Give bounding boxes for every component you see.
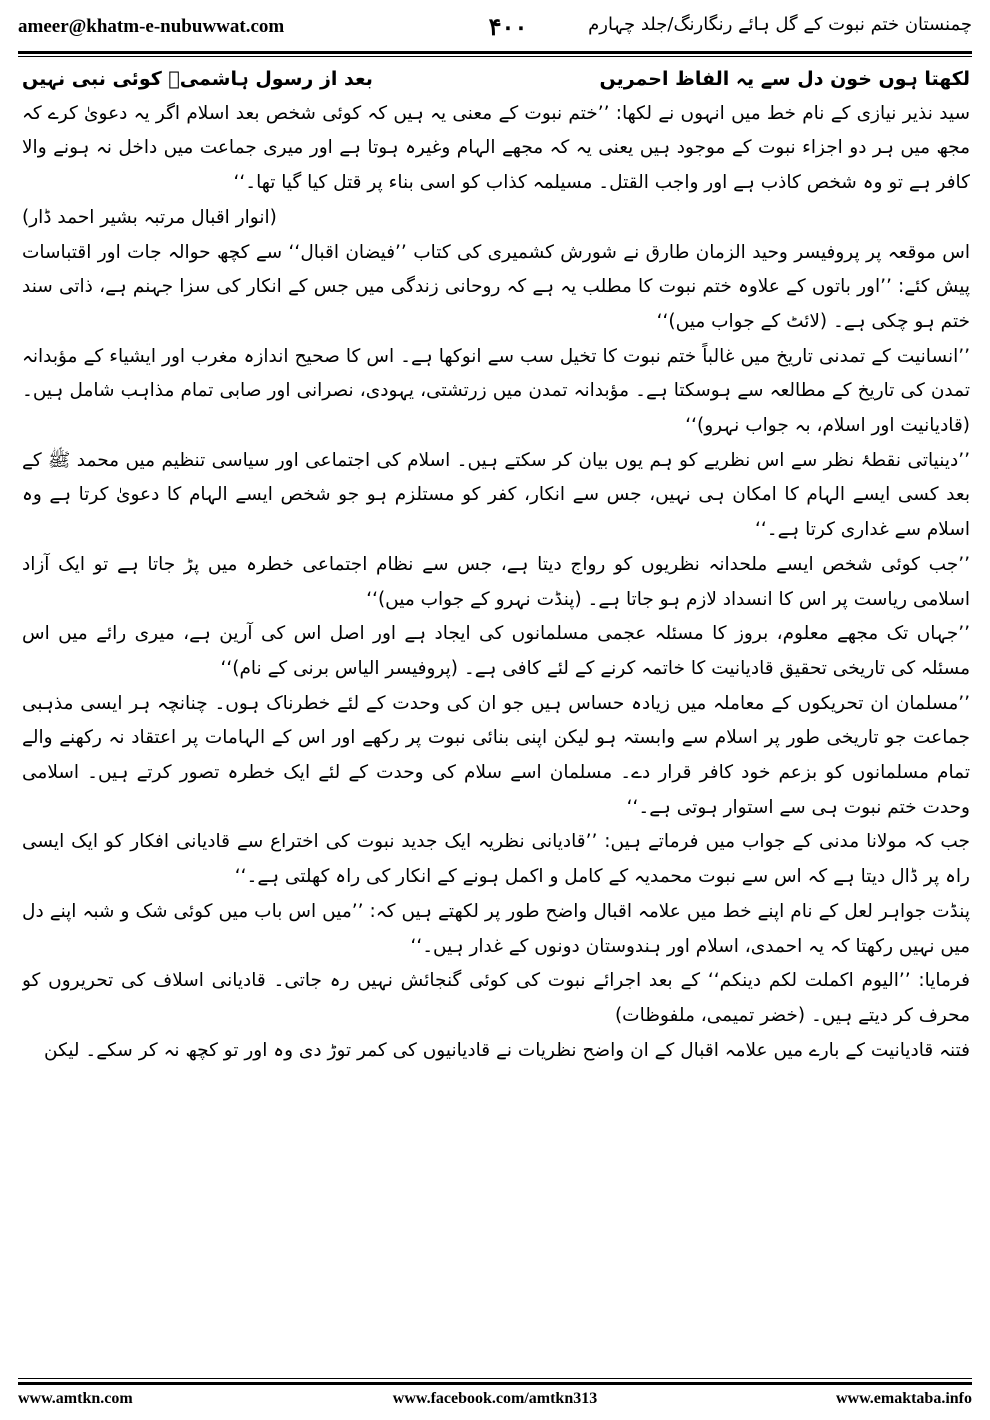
paragraph: جب کہ مولانا مدنی کے جواب میں فرماتے ہیں: ’’قادیانی نظریہ ایک جدید نبوت کی اختراع سے قادیانی افکار کو ایک ایسی راہ پر ڈال دیتا ہے کہ اس سے نبوت محمدیہ کے کامل و اکمل ہونے کے انکار کی راہ کھلتی ہے۔‘‘ <box>22 831 970 888</box>
paragraph: ’’مسلمان ان تحریکوں کے معاملہ میں زیادہ حساس ہیں جو ان کی وحدت کے لئے خطرناک ہوں۔ چنانچہ ہر ایسی مذہبی جماعت جو تاریخی طور پر اسلام سے وابستہ ہو لیکن اپنی بنائی نبوت پر رکھے اور اس کے الہامات پر اعتقاد نہ رکھنے والے تمام مسلمانوں کو بزعم خود کافر قرار دے۔ مسلمان اسے سلام کی وحدت کے لئے ایک خطرہ تصور کرتے ہیں۔ اسلامی وحدت ختم نبوت ہی سے استوار ہوتی ہے۔‘‘ <box>22 692 970 818</box>
paragraph: ’’دینیاتی نقطۂ نظر سے اس نظریے کو ہم یوں بیان کر سکتے ہیں۔ اسلام کی اجتماعی اور سیاسی تنظیم میں محمد ﷺ کے بعد کسی ایسے الہام کا امکان ہی نہیں، جس سے انکار، کفر کو مستلزم ہو جو شخص ایسے الہام کا دعویٰ کرتا ہے وہ اسلام سے غداری کرتا ہے۔‘‘ <box>22 449 970 541</box>
paragraph: سید نذیر نیازی کے نام خط میں انہوں نے لکھا: ’’ختم نبوت کے معنی یہ ہیں کہ کوئی شخص بعد اسلام اگر یہ دعویٰ کرے کہ مجھ میں ہر دو اجزاء نبوت کے موجود ہیں یعنی یہ کہ مجھے الہام وغیرہ ہوتا ہے اور میری جماعت میں داخل نہ ہونے والا کافر ہے تو وہ شخص کاذب ہے اور واجب القتل۔ مسیلمہ کذاب کو اسی بناء پر قتل کیا گیا تھا۔‘‘ <box>22 102 970 194</box>
page-number: ۴۰۰ <box>488 12 528 41</box>
book-title: چمنستان ختم نبوت کے گل ہائے رنگارنگ/جلد چہارم <box>588 14 972 35</box>
header-email[interactable]: ameer@khatm-e-nubuwwat.com <box>18 16 285 37</box>
page-header <box>18 10 972 46</box>
verse-left-hemistich: بعد از رسول ہاشمیؐ کوئی نبی نہیں <box>22 68 373 90</box>
paragraph: پنڈت جواہر لعل کے نام اپنے خط میں علامہ اقبال واضح طور پر لکھتے ہیں کہ: ’’میں اس باب میں کوئی شک و شبہ اپنے دل میں نہیں رکھتا کہ یہ احمدی، اسلام اور ہندوستان دونوں کے غدار ہیں۔‘‘ <box>22 900 970 957</box>
paragraph: فتنہ قادیانیت کے بارے میں علامہ اقبال کے ان واضح نظریات نے قادیانیوں کی کمر توڑ دی وہ اور تو کچھ نہ کر سکے۔ لیکن <box>44 1039 970 1061</box>
page-content <box>22 62 970 1374</box>
header-rule-thin <box>18 56 972 57</box>
footer-rule-thin <box>18 1378 972 1379</box>
footer-link-amtkn[interactable]: www.amtkn.com <box>18 1390 133 1407</box>
page-footer <box>18 1390 972 1416</box>
reference-anwar-iqbal: (انوار اقبال مرتبہ بشیر احمد ڈار) <box>22 206 277 228</box>
paragraph: ’’جب کوئی شخص ایسے ملحدانہ نظریوں کو رواج دیتا ہے، جس سے نظام اجتماعی خطرہ میں پڑ جاتا ہے تو ایک آزاد اسلامی ریاست پر اس کا انسداد لازم ہو جاتا ہے۔ (پنڈت نہرو کے جواب میں)‘‘ <box>22 553 970 610</box>
paragraph: ’’انسانیت کے تمدنی تاریخ میں غالباً ختم نبوت کا تخیل سب سے انوکھا ہے۔ اس کا صحیح اندازہ مغرب اور ایشیاء کے مؤبدانہ تمدن کی تاریخ کے مطالعہ سے ہوسکتا ہے۔ مؤبدانہ تمدن میں زرتشتی، یہودی، نصرانی اور صابی تمام مذاہب شامل ہیں۔ (قادیانیت اور اسلام، بہ جواب نہرو)‘‘ <box>22 345 970 437</box>
paragraph: اس موقعہ پر پروفیسر وحید الزمان طارق نے شورش کشمیری کی کتاب ’’فیضان اقبال‘‘ سے کچھ حوالہ جات اور اقتباسات پیش کئے: ’’اور باتوں کے علاوہ ختم نبوت کا مطلب یہ ہے کہ روحانی زندگی میں جس کے انکار کی سزا جہنم ہے، ذاتی سند ختم ہو چکی ہے۔ (لائٹ کے جواب میں)‘‘ <box>22 241 970 332</box>
header-rule-thick <box>18 51 972 54</box>
footer-link-emaktaba[interactable]: www.emaktaba.info <box>835 1390 972 1407</box>
footer-rule-thick <box>18 1382 972 1385</box>
footer-link-facebook[interactable]: www.facebook.com/amtkn313 <box>392 1390 598 1407</box>
verse-right-hemistich: لکھتا ہوں خون دل سے یہ الفاظ احمریں <box>599 68 970 90</box>
reference-line <box>22 201 970 236</box>
poetry-verse <box>22 62 970 97</box>
paragraph: ’’جہاں تک مجھے معلوم، بروز کا مسئلہ عجمی مسلمانوں کی ایجاد ہے اور اصل اس کی آرین ہے، میری رائے میں اس مسئلہ کی تاریخی تحقیق قادیانیت کا خاتمہ کرنے کے لئے کافی ہے۔ (پروفیسر الیاس برنی کے نام)‘‘ <box>22 623 970 679</box>
paragraph: فرمایا: ’’الیوم اکملت لکم دینکم‘‘ کے بعد اجرائے نبوت کی کوئی گنجائش نہیں رہ جاتی۔ قادیانی اسلاف کی تحریروں کو محرف کر دیتے ہیں۔ (خضر تمیمی، ملفوظات) <box>22 970 970 1026</box>
